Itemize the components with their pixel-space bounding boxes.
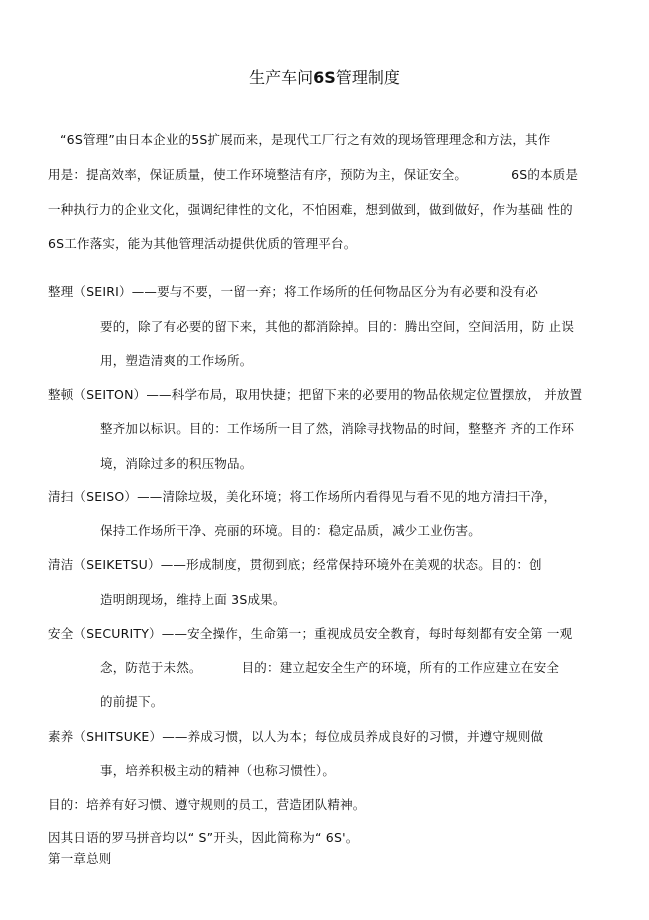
- security-line-2b: 目的：建立起安全生产的环境，所有的工作应建立在安全: [241, 660, 560, 675]
- intro-line-2b: 6S的本质是: [511, 167, 579, 182]
- shitsuke-line-2: 事，培养积极主动的精神（也称习惯性）。: [100, 763, 336, 778]
- security-line-3: 的前提下。: [100, 694, 164, 709]
- security-line-2a: 念，防范于未然。: [100, 660, 202, 675]
- title-part-3: 管理制度: [335, 68, 400, 87]
- security-line-1: 安全（SECURITY）——安全操作，生命第一；重视成员安全教育，每时每刻都有安全第 一观: [48, 626, 573, 641]
- reason-line: 因其日语的罗马拼音均以“ S”开头，因此简称为“ 6S'。: [48, 830, 359, 845]
- chapter-heading: 第一章总则: [48, 851, 112, 866]
- seiketsu-line-1: 清洁（SEIKETSU）——形成制度，贯彻到底；经常保持环境外在美观的状态。目的：创: [48, 557, 542, 572]
- seiketsu-line-2: 造明朗现场，维持上面 3S成果。: [100, 592, 286, 607]
- security-line-2: [100, 660, 559, 676]
- seiso-line-2: 保持工作场所干净、亮丽的环境。目的：稳定品质，减少工业伤害。: [100, 523, 482, 538]
- seiri-line-3: 用，塑造清爽的工作场所。: [100, 353, 253, 368]
- intro-line-2a: 用是：提高效率，保证质量，使工作环境整洁有序，预防为主，保证安全。: [48, 167, 468, 182]
- seiso-line-1: 清扫（SEISO）——清除垃圾，美化环境；将工作场所内看得见与看不见的地方清扫干净，: [48, 489, 557, 504]
- intro-line-4: 6S工作落实，能为其他管理活动提供优质的管理平台。: [48, 236, 357, 251]
- title-part-2: 6S: [313, 68, 336, 87]
- shitsuke-line-1: 素养（SHITSUKE）——养成习惯，以人为本；每位成员养成良好的习惯，并遵守规则做: [48, 729, 544, 744]
- seiri-line-1: 整理（SEIRI）——要与不要，一留一弃；将工作场所的任何物品区分为有必要和没有必: [48, 284, 539, 299]
- page-title: [0, 67, 649, 89]
- seiton-line-1: 整顿（SEITON）——科学布局，取用快捷；把留下来的必要用的物品依规定位置摆放， 并放置: [48, 387, 583, 402]
- seiri-line-2: 要的，除了有必要的留下来，其他的都消除掉。目的：腾出空间，空间活用，防 止误: [100, 319, 575, 334]
- seiton-line-2: 整齐加以标识。目的：工作场所一目了然，消除寻找物品的时间，整整齐 齐的工作环: [100, 421, 575, 436]
- seiton-line-3: 境，消除过多的积压物品。: [100, 456, 253, 471]
- intro-line-3: 一种执行力的企业文化，强调纪律性的文化，不怕困难，想到做到，做到做好，作为基础 性的: [48, 202, 573, 217]
- purpose-line: 目的：培养有好习惯、遵守规则的员工，营造团队精神。: [48, 797, 366, 812]
- title-part-1: 生产车问: [249, 68, 314, 87]
- intro-line-1: “6S管理”由日本企业的5S扩展而来，是现代工厂行之有效的现场管理理念和方法，其作: [60, 132, 551, 147]
- intro-line-2: [48, 167, 578, 183]
